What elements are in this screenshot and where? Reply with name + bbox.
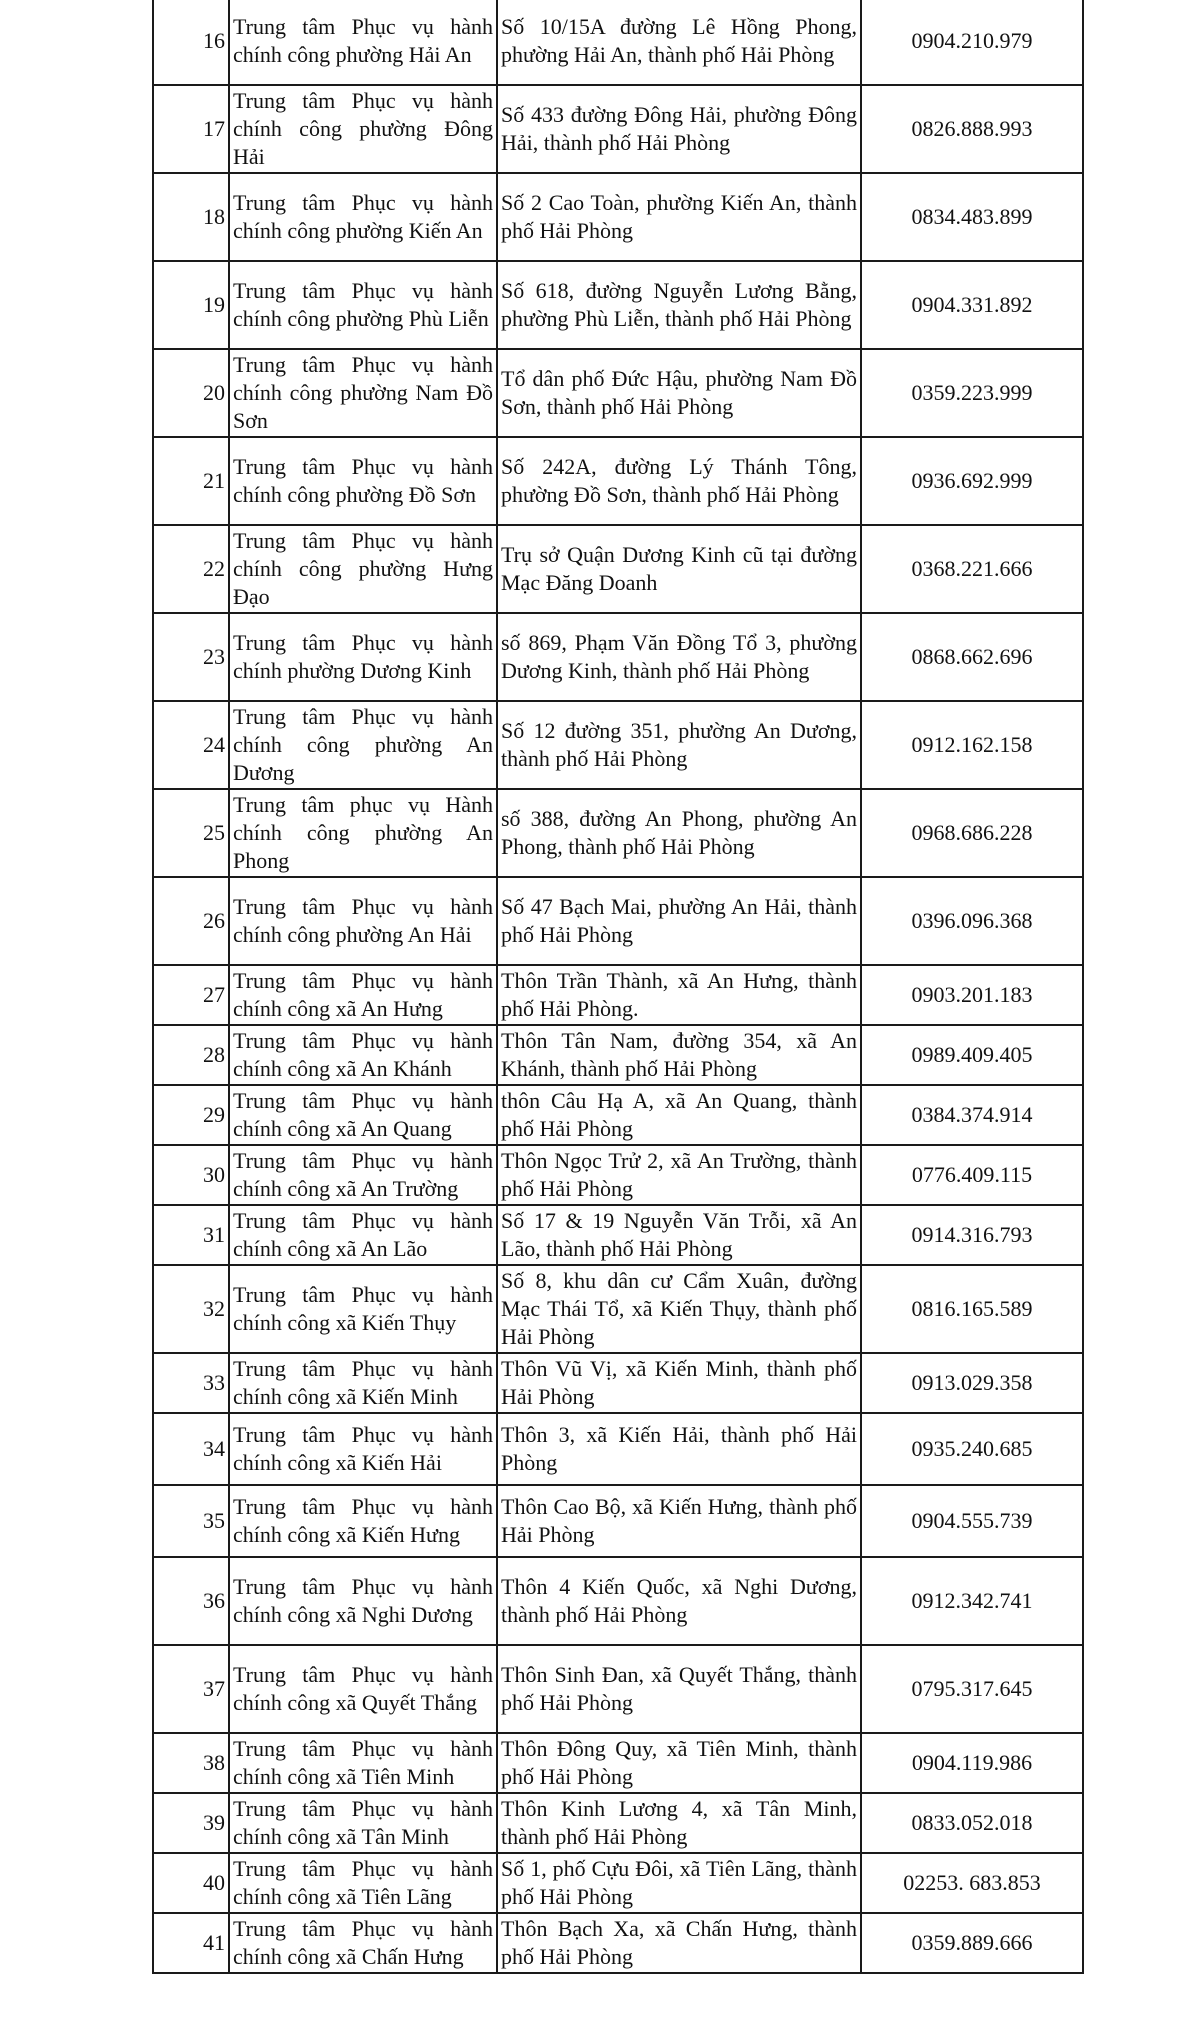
row-number: 27 — [153, 965, 229, 1025]
center-phone: 0913.029.358 — [861, 1353, 1083, 1413]
center-name: Trung tâm Phục vụ hành chính công xã Kiến Minh — [229, 1353, 497, 1413]
row-number: 21 — [153, 437, 229, 525]
center-phone: 0904.331.892 — [861, 261, 1083, 349]
table-row — [153, 965, 1083, 1025]
center-address: Thôn Vũ Vị, xã Kiến Minh, thành phố Hải Phòng — [497, 1353, 861, 1413]
row-number: 34 — [153, 1413, 229, 1485]
center-name: Trung tâm Phục vụ hành chính công xã Kiến Hưng — [229, 1485, 497, 1557]
row-number: 31 — [153, 1205, 229, 1265]
table-row — [153, 701, 1083, 789]
center-name: Trung tâm Phục vụ hành chính phường Dương Kinh — [229, 613, 497, 701]
center-phone: 0914.316.793 — [861, 1205, 1083, 1265]
row-number: 20 — [153, 349, 229, 437]
center-address: thôn Câu Hạ A, xã An Quang, thành phố Hải Phòng — [497, 1085, 861, 1145]
center-name: Trung tâm Phục vụ hành chính công xã Tiên Minh — [229, 1733, 497, 1793]
center-phone: 0904.119.986 — [861, 1733, 1083, 1793]
center-phone: 0903.201.183 — [861, 965, 1083, 1025]
table-row — [153, 613, 1083, 701]
row-number: 19 — [153, 261, 229, 349]
center-phone: 0826.888.993 — [861, 85, 1083, 173]
table-row — [153, 1913, 1083, 1973]
row-number: 30 — [153, 1145, 229, 1205]
center-phone: 0912.162.158 — [861, 701, 1083, 789]
row-number: 24 — [153, 701, 229, 789]
center-name: Trung tâm Phục vụ hành chính công phường An Dương — [229, 701, 497, 789]
center-name: Trung tâm Phục vụ hành chính công xã Nghi Dương — [229, 1557, 497, 1645]
center-phone: 0384.374.914 — [861, 1085, 1083, 1145]
center-phone: 0834.483.899 — [861, 173, 1083, 261]
row-number: 40 — [153, 1853, 229, 1913]
row-number: 18 — [153, 173, 229, 261]
table-row — [153, 173, 1083, 261]
table-row — [153, 1145, 1083, 1205]
center-name: Trung tâm Phục vụ hành chính công phường An Hải — [229, 877, 497, 965]
center-name: Trung tâm Phục vụ hành chính công xã An Khánh — [229, 1025, 497, 1085]
table-row — [153, 1557, 1083, 1645]
center-phone: 0968.686.228 — [861, 789, 1083, 877]
center-address: Thôn 4 Kiến Quốc, xã Nghi Dương, thành phố Hải Phòng — [497, 1557, 861, 1645]
table-row — [153, 525, 1083, 613]
center-address: Tổ dân phố Đức Hậu, phường Nam Đồ Sơn, thành phố Hải Phòng — [497, 349, 861, 437]
center-phone: 0368.221.666 — [861, 525, 1083, 613]
row-number: 26 — [153, 877, 229, 965]
center-name: Trung tâm phục vụ Hành chính công phường An Phong — [229, 789, 497, 877]
center-address: Trụ sở Quận Dương Kinh cũ tại đường Mạc Đăng Doanh — [497, 525, 861, 613]
center-name: Trung tâm Phục vụ hành chính công phường Đông Hải — [229, 85, 497, 173]
center-address: Số 242A, đường Lý Thánh Tông, phường Đồ Sơn, thành phố Hải Phòng — [497, 437, 861, 525]
table-row — [153, 1853, 1083, 1913]
table-row — [153, 1025, 1083, 1085]
center-name: Trung tâm Phục vụ hành chính công phường Nam Đồ Sơn — [229, 349, 497, 437]
center-address: Thôn Trần Thành, xã An Hưng, thành phố Hải Phòng. — [497, 965, 861, 1025]
row-number: 37 — [153, 1645, 229, 1733]
row-number: 16 — [153, 0, 229, 85]
center-phone: 0989.409.405 — [861, 1025, 1083, 1085]
table-row — [153, 877, 1083, 965]
row-number: 38 — [153, 1733, 229, 1793]
center-address: Số 433 đường Đông Hải, phường Đông Hải, thành phố Hải Phòng — [497, 85, 861, 173]
table-row — [153, 1413, 1083, 1485]
row-number: 36 — [153, 1557, 229, 1645]
row-number: 41 — [153, 1913, 229, 1973]
table-row — [153, 349, 1083, 437]
center-address: Số 8, khu dân cư Cẩm Xuân, đường Mạc Thái Tổ, xã Kiến Thụy, thành phố Hải Phòng — [497, 1265, 861, 1353]
row-number: 25 — [153, 789, 229, 877]
table-row — [153, 437, 1083, 525]
center-name: Trung tâm Phục vụ hành chính công xã An Lão — [229, 1205, 497, 1265]
center-address: số 869, Phạm Văn Đồng Tổ 3, phường Dương Kinh, thành phố Hải Phòng — [497, 613, 861, 701]
center-address: Số 12 đường 351, phường An Dương, thành phố Hải Phòng — [497, 701, 861, 789]
table-row — [153, 1733, 1083, 1793]
center-name: Trung tâm Phục vụ hành chính công phường Kiến An — [229, 173, 497, 261]
row-number: 29 — [153, 1085, 229, 1145]
center-address: Thôn Tân Nam, đường 354, xã An Khánh, thành phố Hải Phòng — [497, 1025, 861, 1085]
center-address: Số 1, phố Cựu Đôi, xã Tiên Lãng, thành phố Hải Phòng — [497, 1853, 861, 1913]
row-number: 22 — [153, 525, 229, 613]
center-address: Số 618, đường Nguyễn Lương Bằng, phường Phù Liễn, thành phố Hải Phòng — [497, 261, 861, 349]
center-address: Số 10/15A đường Lê Hồng Phong, phường Hải An, thành phố Hải Phòng — [497, 0, 861, 85]
center-phone: 0816.165.589 — [861, 1265, 1083, 1353]
center-phone: 0833.052.018 — [861, 1793, 1083, 1853]
center-address: Thôn Bạch Xa, xã Chấn Hưng, thành phố Hải Phòng — [497, 1913, 861, 1973]
table-row — [153, 1205, 1083, 1265]
center-address: Số 2 Cao Toàn, phường Kiến An, thành phố Hải Phòng — [497, 173, 861, 261]
center-phone: 0359.889.666 — [861, 1913, 1083, 1973]
row-number: 35 — [153, 1485, 229, 1557]
center-phone: 0795.317.645 — [861, 1645, 1083, 1733]
table-row — [153, 1085, 1083, 1145]
center-phone: 02253. 683.853 — [861, 1853, 1083, 1913]
center-phone: 0936.692.999 — [861, 437, 1083, 525]
center-name: Trung tâm Phục vụ hành chính công phường Đồ Sơn — [229, 437, 497, 525]
center-name: Trung tâm Phục vụ hành chính công phường Hưng Đạo — [229, 525, 497, 613]
table-row — [153, 1793, 1083, 1853]
table-row — [153, 1265, 1083, 1353]
center-phone: 0935.240.685 — [861, 1413, 1083, 1485]
center-address: Thôn Cao Bộ, xã Kiến Hưng, thành phố Hải Phòng — [497, 1485, 861, 1557]
center-address: Thôn Ngọc Trử 2, xã An Trường, thành phố Hải Phòng — [497, 1145, 861, 1205]
center-name: Trung tâm Phục vụ hành chính công phường Phù Liễn — [229, 261, 497, 349]
table-row — [153, 789, 1083, 877]
center-name: Trung tâm Phục vụ hành chính công xã Tân Minh — [229, 1793, 497, 1853]
center-phone: 0904.555.739 — [861, 1485, 1083, 1557]
center-address: Số 17 & 19 Nguyễn Văn Trỗi, xã An Lão, thành phố Hải Phòng — [497, 1205, 861, 1265]
center-phone: 0904.210.979 — [861, 0, 1083, 85]
row-number: 39 — [153, 1793, 229, 1853]
center-name: Trung tâm Phục vụ hành chính công xã Quyết Thắng — [229, 1645, 497, 1733]
center-name: Trung tâm Phục vụ hành chính công xã Chấn Hưng — [229, 1913, 497, 1973]
center-phone: 0912.342.741 — [861, 1557, 1083, 1645]
row-number: 28 — [153, 1025, 229, 1085]
center-name: Trung tâm Phục vụ hành chính công xã Kiến Thụy — [229, 1265, 497, 1353]
center-phone: 0776.409.115 — [861, 1145, 1083, 1205]
table-row — [153, 261, 1083, 349]
center-address: Thôn Kinh Lương 4, xã Tân Minh, thành phố Hải Phòng — [497, 1793, 861, 1853]
row-number: 17 — [153, 85, 229, 173]
center-address: số 388, đường An Phong, phường An Phong, thành phố Hải Phòng — [497, 789, 861, 877]
center-name: Trung tâm Phục vụ hành chính công xã An Trường — [229, 1145, 497, 1205]
row-number: 32 — [153, 1265, 229, 1353]
center-address: Số 47 Bạch Mai, phường An Hải, thành phố Hải Phòng — [497, 877, 861, 965]
center-name: Trung tâm Phục vụ hành chính công phường Hải An — [229, 0, 497, 85]
service-center-table — [152, 0, 1084, 1974]
center-address: Thôn 3, xã Kiến Hải, thành phố Hải Phòng — [497, 1413, 861, 1485]
center-name: Trung tâm Phục vụ hành chính công xã Tiên Lãng — [229, 1853, 497, 1913]
table-row — [153, 0, 1083, 85]
center-name: Trung tâm Phục vụ hành chính công xã An Hưng — [229, 965, 497, 1025]
row-number: 33 — [153, 1353, 229, 1413]
table-row — [153, 1353, 1083, 1413]
center-name: Trung tâm Phục vụ hành chính công xã Kiến Hải — [229, 1413, 497, 1485]
center-name: Trung tâm Phục vụ hành chính công xã An Quang — [229, 1085, 497, 1145]
table-row — [153, 1485, 1083, 1557]
center-phone: 0868.662.696 — [861, 613, 1083, 701]
center-phone: 0396.096.368 — [861, 877, 1083, 965]
center-phone: 0359.223.999 — [861, 349, 1083, 437]
table-row — [153, 85, 1083, 173]
table-row — [153, 1645, 1083, 1733]
row-number: 23 — [153, 613, 229, 701]
center-address: Thôn Sinh Đan, xã Quyết Thắng, thành phố Hải Phòng — [497, 1645, 861, 1733]
center-address: Thôn Đông Quy, xã Tiên Minh, thành phố Hải Phòng — [497, 1733, 861, 1793]
